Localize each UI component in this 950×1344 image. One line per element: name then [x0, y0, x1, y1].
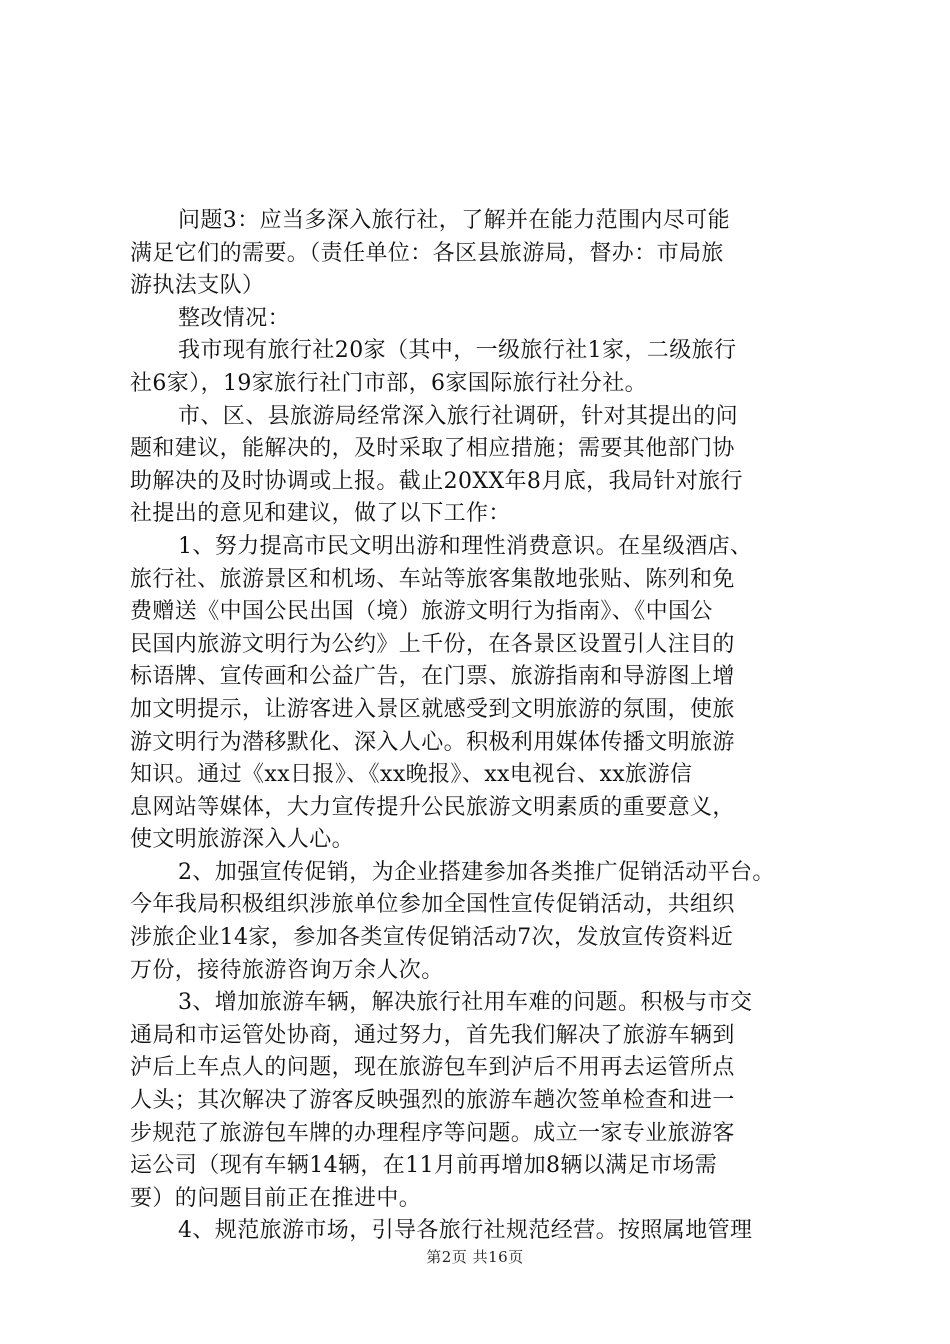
paragraph-line: 步规范了旅游包车牌的办理程序等问题。成立一家专业旅游客 [130, 1120, 735, 1146]
paragraph-line: 民国内旅游文明行为公约》上千份，在各景区设置引人注目的 [130, 631, 735, 657]
paragraph-line: 游执法支队） [130, 273, 265, 299]
paragraph-line: 通局和市运管处协商，通过努力，首先我们解决了旅游车辆到 [130, 1022, 735, 1048]
paragraph-line: 涉旅企业14家，参加各类宣传促销活动7次，发放宣传资料近 [130, 925, 734, 951]
paragraph-line: 费赠送《中国公民出国（境）旅游文明行为指南》、《中国公 [130, 599, 713, 625]
paragraph-line: 人头；其次解决了游客反映强烈的旅游车趟次签单检查和进一 [130, 1088, 735, 1114]
paragraph-line: 今年我局积极组织涉旅单位参加全国性宣传促销活动，共组织 [130, 892, 735, 918]
paragraph-line: 满足它们的需要。（责任单位：各区县旅游局，督办：市局旅 [130, 240, 724, 266]
paragraph-line: 使文明旅游深入人心。 [130, 827, 355, 853]
paragraph-line: 旅行社、旅游景区和机场、车站等旅客集散地张贴、陈列和免 [130, 566, 735, 592]
paragraph-line: 市、区、县旅游局经常深入旅行社调研，针对其提出的问 [178, 403, 739, 429]
paragraph-line: 知识。通过《xx日报》、《xx晚报》、xx电视台、xx旅游信 [130, 762, 693, 788]
paragraph-line: 题和建议，能解决的，及时采取了相应措施；需要其他部门协 [130, 436, 735, 462]
paragraph-line: 社6家），19家旅行社门市部，6家国际旅行社分社。 [130, 370, 647, 396]
paragraph-line: 3、增加旅游车辆，解决旅行社用车难的问题。积极与市交 [178, 990, 753, 1016]
paragraph-line: 运公司（现有车辆14辆，在11月前再增加8辆以满足市场需 [130, 1153, 718, 1179]
paragraph-line: 加文明提示，让游客进入景区就感受到文明旅游的氛围，使旅 [130, 696, 735, 722]
paragraph-line: 4、规范旅游市场，引导各旅行社规范经营。按照属地管理 [178, 1218, 753, 1244]
paragraph-line: 泸后上车点人的问题，现在旅游包车到泸后不用再去运管所点 [130, 1055, 735, 1081]
paragraph-line: 息网站等媒体，大力宣传提升公民旅游文明素质的重要意义， [130, 794, 735, 820]
section-heading: 整改情况： [178, 305, 291, 331]
paragraph-line: 标语牌、宣传画和公益广告，在门票、旅游指南和导游图上增 [130, 664, 735, 690]
paragraph-line: 要）的问题目前正在推进中。 [130, 1185, 422, 1211]
page-number-footer: 第2页 共16页 [426, 1248, 524, 1266]
paragraph-line: 问题3：应当多深入旅行社，了解并在能力范围内尽可能 [178, 208, 730, 233]
paragraph-line: 我市现有旅行社20家（其中，一级旅行社1家，二级旅行 [178, 338, 737, 364]
paragraph-line: 2、加强宣传促销，为企业搭建参加各类推广促销活动平台。 [178, 859, 775, 885]
paragraph-line: 1、努力提高市民文明出游和理性消费意识。在星级酒店、 [178, 533, 753, 559]
paragraph-line: 社提出的意见和建议，做了以下工作： [130, 501, 511, 527]
paragraph-line: 游文明行为潜移默化、深入人心。积极利用媒体传播文明旅游 [130, 729, 735, 755]
paragraph-line: 万份，接待旅游咨询万余人次。 [130, 957, 444, 983]
document-body [130, 205, 830, 1248]
paragraph-line: 助解决的及时协调或上报。截止20XX年8月底，我局针对旅行 [130, 468, 743, 494]
